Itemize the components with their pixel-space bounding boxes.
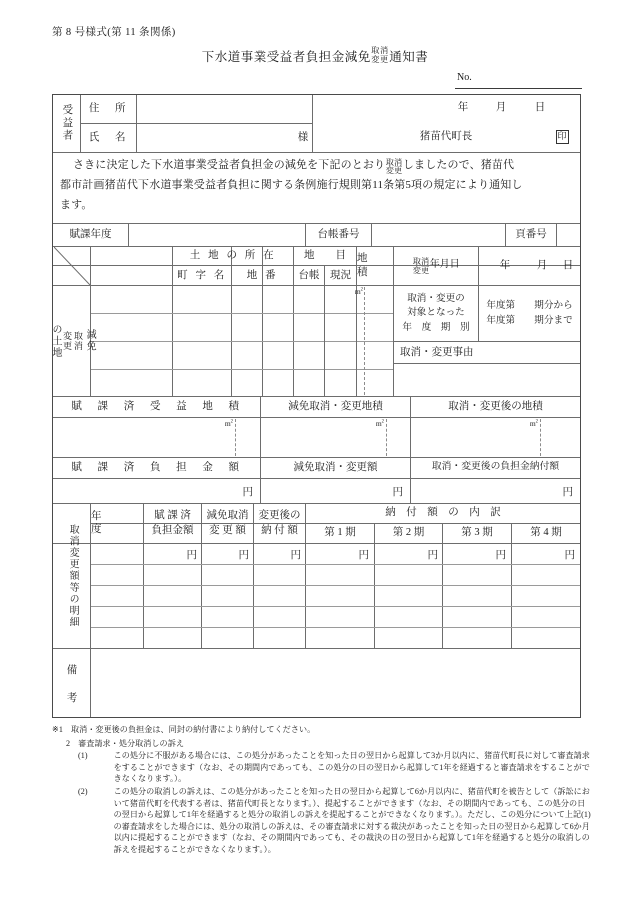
after-change-area-header: 取消・変更後の地積: [448, 400, 543, 412]
land-area-header: 地 積: [357, 253, 389, 278]
remarks-input[interactable]: [91, 648, 580, 717]
assessed-area-header: 賦 課 済 受 益 地 積: [71, 400, 242, 412]
fiscal-year-input[interactable]: [129, 223, 305, 246]
detail-label-text: 取消変更額等の明細: [67, 523, 79, 629]
after-change-area-input[interactable]: [411, 418, 580, 457]
land-row-town-1[interactable]: [91, 286, 172, 313]
form-frame: [52, 94, 581, 718]
issue-day-label: 日: [534, 102, 546, 114]
address-input[interactable]: [137, 95, 311, 123]
assessed-amount-header: 賦 課 済 負 担 金 額: [71, 461, 242, 473]
footnote-2-2: [52, 786, 592, 856]
footnote-1: [52, 724, 592, 736]
land-area-unit: [345, 287, 363, 299]
issue-month-label: 月: [495, 102, 507, 114]
body-line3: ます。: [60, 199, 93, 211]
detail-after-line1: 変更後の: [258, 509, 301, 521]
body-paragraph: [60, 155, 574, 215]
body-line1-b: しましたので、猪苗代: [402, 159, 515, 171]
footnote-2-2-mark: (2): [78, 786, 88, 796]
area-decimal-guide: [364, 287, 365, 395]
change-date-ruby-stack: [413, 258, 429, 275]
land-row-town-2[interactable]: [91, 314, 172, 341]
land-lot-header: 地 番: [246, 269, 279, 281]
land-label-part2b: [61, 331, 72, 351]
after-area-unit-text: m: [529, 419, 536, 428]
detail-label-col: [66, 524, 78, 628]
body-ruby-stack: [386, 159, 403, 176]
table-row-5[interactable]: [91, 628, 580, 648]
period-from-text: 年度第 期分から: [486, 299, 573, 311]
change-date-label: 年月日: [429, 259, 460, 271]
assessed-area-unit-sup: 2: [230, 419, 233, 425]
target-period-line1: 取消・変更の: [407, 292, 465, 304]
corner-diagonal: [54, 247, 90, 285]
change-year-label: 年: [499, 259, 511, 271]
issue-year-label: 年: [457, 102, 469, 114]
page-title: [0, 46, 630, 63]
after-area-unit-sup: 2: [535, 419, 538, 425]
land-change-date-header: [394, 246, 478, 285]
rule: [53, 152, 580, 153]
assessed-area-input[interactable]: [53, 418, 260, 457]
land-label-text2b: 変更: [62, 331, 72, 351]
detail-year-header: 年 度: [91, 510, 131, 535]
recipient-group-label: 受益者: [61, 104, 73, 143]
detail-after-line2: 納 付 額: [261, 525, 298, 536]
footnote-2-text: 審査請求・処分取消しの訴え: [78, 738, 184, 748]
change-reason-input[interactable]: [394, 364, 580, 396]
cancel-change-amount-unit: 円: [392, 486, 403, 498]
title-tail: 通知書: [389, 49, 429, 64]
form-number: 第 8 号様式(第 11 条関係): [52, 27, 176, 38]
land-location-header: 土 地 の 所 在: [189, 249, 277, 261]
table-row-1-year[interactable]: [91, 544, 139, 564]
table-row-1-change[interactable]: 円: [238, 549, 249, 561]
footnote-1-text: 取消・変更後の負担金は、同封の納付書により納付してください。: [70, 725, 316, 734]
table-row-1-term3[interactable]: 円: [495, 549, 506, 561]
period-to-text: 年度第 期分まで: [486, 314, 573, 326]
title-lead: 下水道事業受益者負担金減免: [201, 49, 371, 64]
remarks-label-char2: 考: [66, 692, 78, 704]
term-4-header: 第 4 期: [530, 527, 562, 539]
land-current-header: 現況: [330, 269, 351, 281]
after-change-amount-unit: 円: [562, 486, 573, 498]
after-change-amount-header: 取消・変更後の負担金納付額: [431, 461, 560, 473]
detail-assessed-line1: 賦 課 済: [154, 509, 191, 521]
target-period-header: [394, 286, 478, 341]
detail-change-line1: 減免取消: [206, 509, 249, 521]
ledger-no-input[interactable]: [372, 223, 505, 246]
title-ruby-stack: [371, 47, 388, 64]
cancel-change-amount-header: 減免取消・変更額: [293, 461, 378, 473]
footnote-2-mark: 2: [66, 738, 71, 748]
table-row-1-term4[interactable]: 円: [564, 549, 575, 561]
assessed-amount-unit: 円: [242, 486, 253, 498]
cancel-change-area-header: 減免取消・変更地積: [288, 400, 383, 412]
rule: [312, 95, 313, 152]
address-label: 住 所: [88, 103, 129, 115]
land-label-text1: 減免: [84, 329, 96, 353]
footnote-2-2-text: この処分の取消しの訴えは、この処分があったことを知った日の翌日から起算して6か月以内に、猪苗代町を被告として（訴訟において猪苗代町を代表する者は、猪苗代町長となります。）、提起することができます（なお、その期間内であっても、この処分の日の翌日から起算して1年を経過すると処分の取消しの訴えを提起することができなくなります。）。ただし、この処分について上記(1)の審査請求をした場合には、処分の取消しの訴えは、その審査請求に対する裁決があったことを知った日の翌日から起算して6か月以内に提起することができます（なお、その期間内であっても、その裁決の日の翌日から起算して1年を経過すると処分の取消しの訴えを提起することができなくなります。）。: [113, 786, 591, 854]
land-area-unit-sup: 2: [360, 287, 363, 293]
page-no-label: 頁番号: [515, 228, 547, 240]
table-row-1-term2[interactable]: 円: [427, 549, 438, 561]
change-day-label: 日: [562, 259, 574, 271]
body-ruby-bottom: 変更: [385, 166, 403, 176]
page-no-input[interactable]: [557, 223, 580, 246]
detail-after-header: [254, 503, 305, 543]
seal-stamp: [551, 125, 571, 149]
detail-section-vertical-label: [54, 504, 90, 648]
land-label-part2a: [72, 331, 83, 351]
term-1-header: 第 1 期: [324, 527, 356, 539]
rule: [324, 265, 325, 396]
title-ruby-top: 取消: [371, 46, 389, 55]
target-period-line2: 対象となった: [407, 307, 465, 319]
footnote-1-mark: ※1: [52, 725, 63, 734]
footnote-2: [52, 738, 592, 750]
body-line2: 都市計画猪苗代下水道事業受益者負担に関する条例施行規則第11条第5項の規定により通知し: [60, 179, 523, 191]
target-period-value[interactable]: [479, 286, 580, 341]
ledger-no-label: 台帳番号: [317, 228, 360, 240]
land-section-vertical-label: [50, 286, 96, 396]
land-category-header: 地 目: [304, 249, 346, 261]
detail-assessed-header: [144, 503, 201, 543]
fiscal-year-label: 賦課年度: [69, 228, 112, 240]
land-label-text2a: 取消: [72, 331, 83, 351]
payment-breakdown-header: 納 付 額 の 内 訳: [385, 507, 501, 519]
footnotes: [52, 724, 592, 856]
name-label: 氏 名: [88, 132, 129, 144]
table-row-1-assessed[interactable]: 円: [186, 549, 197, 561]
table-row-3[interactable]: [91, 586, 580, 606]
detail-change-line2: 変 更 額: [209, 525, 246, 536]
document-no-field[interactable]: [455, 74, 582, 89]
table-row-2[interactable]: [91, 565, 580, 585]
land-row-town-4[interactable]: [91, 370, 172, 396]
detail-change-header: [202, 503, 253, 543]
land-ledger-header: 台帳: [298, 269, 320, 281]
cancel-area-unit-text: m: [375, 419, 382, 428]
footnote-2-1-mark: (1): [78, 751, 88, 761]
cancel-area-unit-sup: 2: [381, 419, 384, 425]
term-3-header: 第 3 期: [461, 527, 493, 539]
table-row-4[interactable]: [91, 607, 580, 627]
land-label-text3: の土地: [50, 323, 62, 359]
body-ruby-top: 取消: [385, 157, 403, 167]
target-period-line3: 年 度 期 別: [402, 321, 470, 333]
cancel-change-area-input[interactable]: [261, 418, 410, 457]
title-ruby-bottom: 変更: [371, 54, 389, 64]
table-row-1-term1[interactable]: 円: [358, 549, 369, 561]
land-row-town-3[interactable]: [91, 342, 172, 369]
table-row-1-after[interactable]: 円: [290, 549, 301, 561]
name-input[interactable]: [137, 124, 297, 152]
change-date-ruby-bottom: 変更: [412, 265, 430, 275]
change-reason-label: 取消・変更事由: [400, 346, 474, 358]
term-2-header: 第 2 期: [392, 527, 425, 539]
remarks-vertical-label: [54, 649, 90, 717]
honorific-label: 様: [297, 132, 309, 144]
issuer-name: 猪苗代町長: [419, 131, 473, 143]
document-no-label: No.: [457, 72, 472, 83]
detail-assessed-line2: 負担金額: [151, 525, 194, 536]
change-date-ruby-top: 取消: [412, 256, 430, 266]
remarks-label-char1: 備: [66, 664, 78, 676]
footnote-2-1-text: この処分に不服がある場合には、この処分があったことを知った日の翌日から起算して3か月以内に、猪苗代町長に対して審査請求をすることができます（なお、その期間内であっても、この処分の日の翌日から起算して1年を経過すると審査請求をすることができなくなります。）。: [113, 751, 590, 784]
change-month-label: 月: [536, 259, 548, 271]
footnote-2-1: [52, 750, 592, 785]
assessed-area-unit-text: m: [224, 419, 231, 428]
land-label-part3: [49, 324, 61, 359]
body-line1-a: さきに決定した下水道事業受益者負担金の減免を下記のとおり: [73, 159, 386, 171]
land-town-header: 町 字 名: [177, 269, 227, 281]
land-area-unit-text: m: [354, 287, 361, 296]
seal-glyph: 印: [556, 130, 569, 144]
